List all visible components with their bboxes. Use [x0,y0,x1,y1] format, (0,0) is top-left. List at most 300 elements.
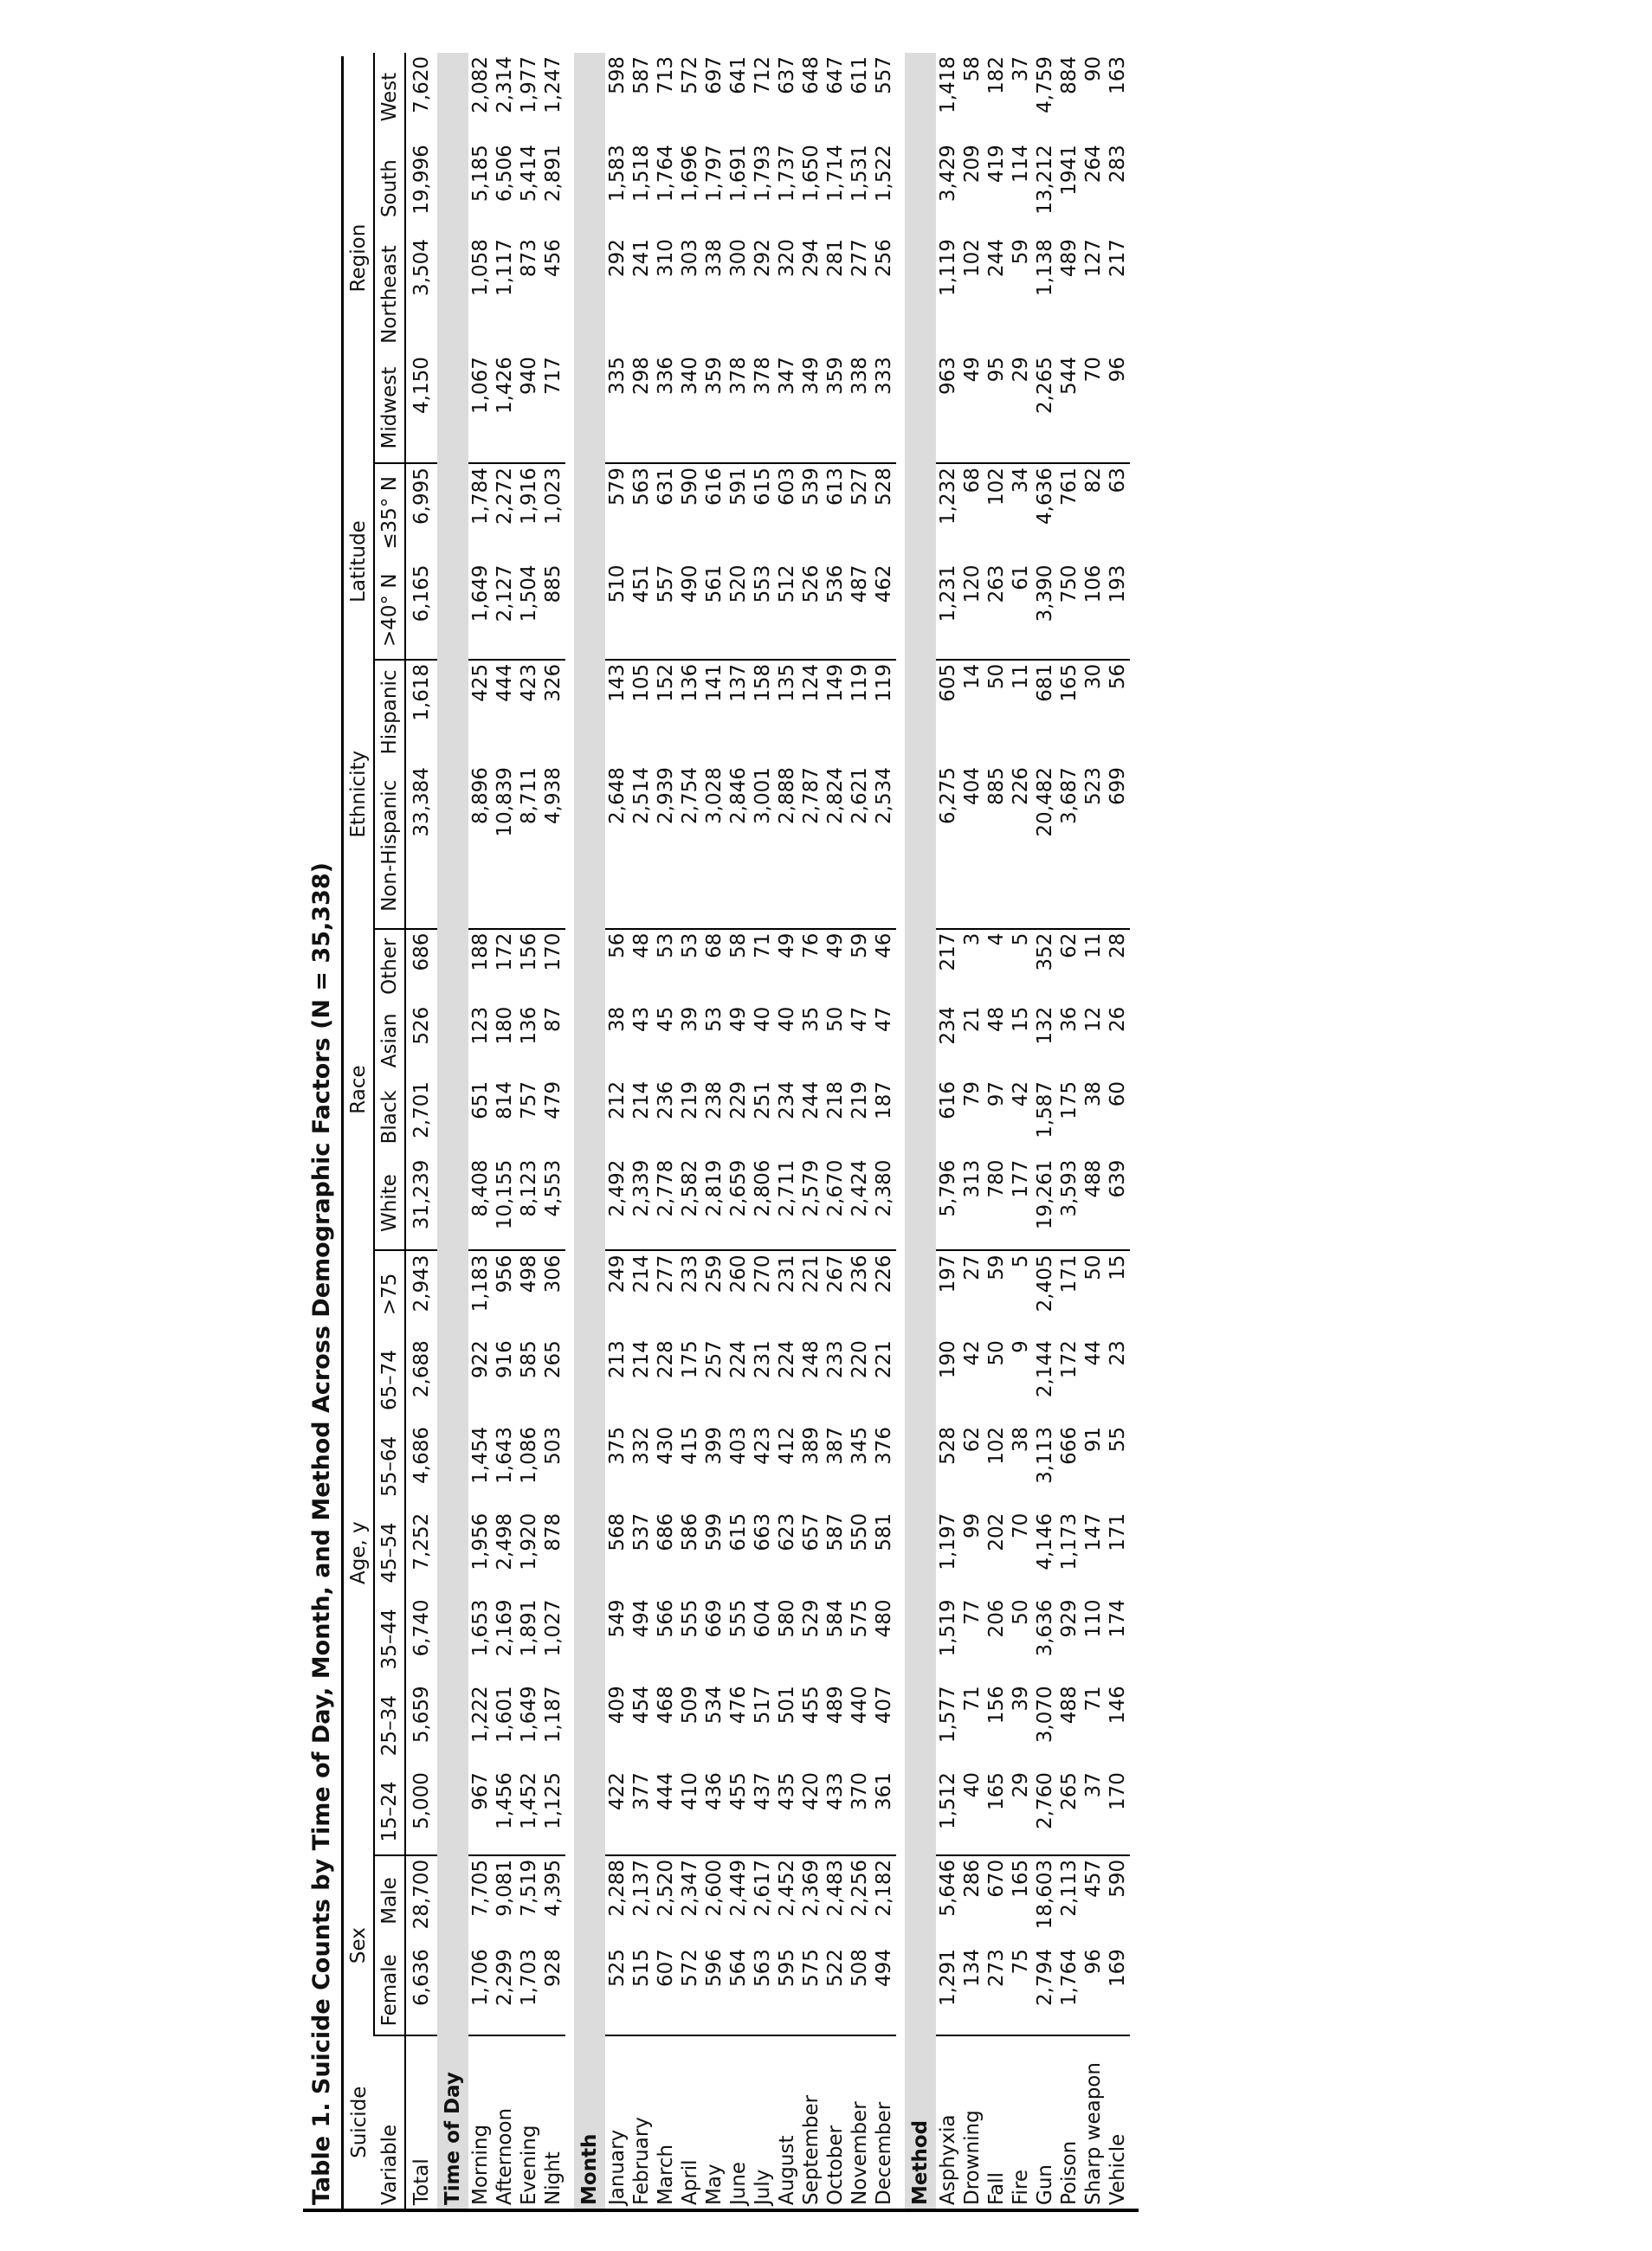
table-cell: 361 [872,1769,896,1855]
table-cell: 2,520 [655,1859,677,1917]
table-cell: 1,793 [752,145,774,203]
table-cell: 444 [654,1769,678,1855]
table-cell: 419 [985,145,1008,184]
table-row [1106,53,1130,2209]
table-cell: 338 [703,239,726,277]
row-label: October [824,2125,847,2205]
table-cell: 2,127 [493,562,517,660]
table-cell: 940 [517,353,541,463]
table-cell: 228 [655,1340,677,1379]
table-cell: 403 [727,1427,750,1465]
table-cell: 59 [985,1254,1008,1280]
table-cell: 1,764 [1057,1945,1081,2035]
table-cell: 697 [703,56,726,94]
table-cell: 615 [752,468,774,506]
table-cell: 641 [727,56,750,94]
table-cell: 1,504 [517,562,541,660]
table-cell: 669 [703,1599,726,1638]
col-header: Black [378,1090,401,1145]
table-cell: 234 [937,1006,959,1045]
table-cell: 193 [1106,562,1130,660]
table-cell: 537 [630,1512,653,1551]
table-cell: 1,512 [936,1769,960,1855]
col-header: >75 [378,1273,401,1316]
section-title: Method [905,53,936,2209]
table-cell: 5,659 [410,1686,433,1744]
table-cell: 259 [703,1254,726,1293]
table-cell: 257 [703,1340,726,1379]
row-label: Fall [985,2172,1008,2205]
table-cell: 963 [936,353,960,463]
table-cell: 43 [630,1006,653,1033]
table-cell: 566 [655,1599,677,1638]
table-cell: 267 [824,1254,847,1293]
table-cell: 1,587 [1034,1080,1056,1138]
table-cell: 681 [1034,663,1056,702]
table-cell: 6,275 [936,764,960,928]
row-label: July [752,2169,774,2205]
row-label: December [873,2101,895,2205]
table-cell: 213 [606,1340,629,1379]
table-cell: 224 [776,1340,798,1379]
table-cell: 575 [849,1599,871,1638]
table-cell: 2,760 [1033,1769,1057,1855]
table-cell: 50 [985,663,1008,690]
table-cell: 1,117 [494,239,516,296]
table-cell: 534 [703,1686,726,1725]
table-cell: 212 [606,1080,629,1119]
row-label: Asphyxia [937,2114,959,2205]
table-cell: 338 [848,353,872,463]
table-cell: 9 [1010,1340,1032,1353]
table-cell: 10,839 [493,764,517,928]
table-cell: 370 [848,1769,872,1855]
table-cell: 165 [1058,663,1081,702]
table-cell: 39 [679,1006,701,1033]
col-header: >40° N [374,562,405,660]
table-cell: 423 [752,1427,774,1465]
table-cell: 1,183 [469,1254,492,1313]
table-cell: 71 [1082,1686,1105,1712]
table-cell: 175 [1058,1080,1081,1119]
table-cell: 29 [1009,353,1033,463]
table-cell: 2,082 [469,56,492,113]
table-cell: 332 [630,1427,653,1465]
table-cell: 389 [800,1427,823,1465]
table-cell: 1,920 [518,1512,540,1571]
table-cell: 58 [961,56,984,82]
table-cell: 3,001 [751,764,775,928]
table-cell: 462 [872,562,896,660]
table-cell: 221 [800,1254,823,1293]
table-cell: 137 [727,663,750,702]
table-cell: 528 [937,1427,959,1465]
table-cell: 415 [679,1427,701,1465]
table-cell: 1,454 [469,1427,492,1484]
table-cell: 102 [985,468,1008,506]
table-cell: 171 [1107,1512,1129,1551]
table-cell: 2,256 [849,1859,871,1917]
table-cell: 378 [751,353,775,463]
table-cell: 48 [985,1006,1008,1033]
table-cell: 575 [799,1945,823,2035]
table-cell: 172 [1058,1340,1081,1379]
table-cell: 4,395 [542,1859,565,1917]
col-header: 55–64 [378,1435,401,1497]
table-cell: 12 [1082,1006,1105,1033]
column-header-row [374,53,405,2209]
table-cell: 616 [703,468,726,506]
group-race: Race [344,929,374,1251]
table-cell: 713 [655,56,677,94]
table-cell: 19,261 [1033,1157,1057,1251]
table-cell: 270 [752,1254,774,1293]
table-cell: 306 [542,1254,565,1293]
table-cell: 455 [726,1769,751,1855]
table-cell: 489 [824,1686,847,1725]
table-cell: 294 [800,239,823,277]
table-cell: 58 [727,932,750,958]
table-cell: 528 [873,468,895,506]
table-cell: 1,522 [873,145,895,203]
table-cell: 2,339 [629,1157,654,1251]
table-cell: 50 [1082,1254,1105,1280]
col-header: South [378,159,401,218]
spacer-cell [1130,53,1139,2209]
table-cell: 2,452 [776,1859,798,1917]
table-cell: 2,272 [494,468,516,525]
table-cell: 8,711 [517,764,541,928]
table-cell: 503 [542,1427,565,1465]
table-cell: 1,067 [468,353,493,463]
table-cell: 214 [630,1254,653,1293]
table-cell: 174 [1107,1599,1129,1638]
table-cell: 292 [606,239,629,277]
table-cell: 376 [873,1427,895,1465]
table-cell: 231 [776,1254,798,1293]
table-cell: 572 [678,1945,702,2035]
col-header: Northeast [378,245,401,344]
table-cell: 1,456 [493,1769,517,1855]
table-cell: 187 [873,1080,895,1119]
table-cell: 119 [849,663,871,702]
table-cell: 70 [1081,353,1106,463]
table-cell: 2,137 [630,1859,653,1917]
table-cell: 158 [752,663,774,702]
table-cell: 219 [849,1080,871,1119]
table-cell: 202 [985,1512,1008,1551]
table-cell: 182 [985,56,1008,94]
table-cell: 40 [752,1006,774,1033]
table-row [936,53,960,2209]
table-cell: 1,696 [679,145,701,203]
table-cell: 399 [703,1427,726,1465]
table-cell: 77 [961,1599,984,1625]
table-cell: 170 [1106,1769,1130,1855]
table-cell: 1,027 [542,1599,565,1657]
table-cell: 412 [776,1427,798,1465]
table-cell: 132 [1034,1006,1056,1045]
table-cell: 631 [655,468,677,506]
table-cell: 2,891 [542,145,565,203]
table-cell: 38 [1010,1427,1032,1453]
table-cell: 55 [1107,1427,1129,1453]
table-cell: 264 [1082,145,1105,184]
table-cell: 885 [541,562,565,660]
table-cell: 30 [1082,663,1105,690]
table-cell: 529 [800,1599,823,1638]
table-cell: 96 [1106,353,1130,463]
table-cell: 143 [606,663,629,702]
table-cell: 423 [518,663,540,702]
table-cell: 873 [518,239,540,277]
table-cell: 2,888 [775,764,799,928]
table-cell: 596 [702,1945,726,2035]
table-cell: 2,380 [872,1157,896,1251]
table-cell: 522 [823,1945,848,2035]
table-cell: 9,081 [494,1859,516,1917]
table-cell: 163 [1107,56,1129,94]
table-cell: 2,144 [1034,1340,1056,1398]
table-cell: 214 [630,1340,653,1379]
table-cell: 607 [654,1945,678,2035]
table-cell: 220 [849,1340,871,1379]
table-cell: 347 [775,353,799,463]
table-cell: 1,618 [410,663,433,721]
row-label: March [655,2144,677,2205]
table-cell: 2,648 [605,764,629,928]
table-cell: 557 [873,56,895,94]
table-cell: 1,231 [936,562,960,660]
group-latitude: Latitude [344,463,374,660]
table-cell: 455 [800,1686,823,1725]
table-cell: 99 [961,1512,984,1539]
table-cell: 555 [679,1599,701,1638]
table-cell: 62 [1058,932,1081,958]
table-cell: 615 [727,1512,750,1551]
table-cell: 436 [702,1769,726,1855]
table-cell: 281 [824,239,847,277]
table-cell: 1,247 [542,56,565,113]
table-cell: 2,824 [823,764,848,928]
table-cell: 3,636 [1034,1599,1056,1657]
table-cell: 613 [824,468,847,506]
table-cell: 699 [1106,764,1130,928]
col-header: 15–24 [374,1769,405,1855]
table-cell: 36 [1058,1006,1081,1033]
table-cell: 1,583 [606,145,629,203]
row-label: Night [542,2151,565,2205]
table-cell: 50 [824,1006,847,1033]
table-cell: 3,390 [1033,562,1057,660]
table-cell: 34 [1010,468,1032,493]
row-label: Total [410,2158,433,2205]
table-cell: 96 [1081,1945,1106,2035]
spacer-cell [896,53,905,2209]
table-row [541,53,565,2209]
table-cell: 517 [752,1686,774,1725]
row-label: February [630,2117,653,2205]
table-cell: 878 [542,1512,565,1551]
table-cell: 177 [1009,1157,1033,1251]
table-row [775,53,799,2209]
table-cell: 3,593 [1057,1157,1081,1251]
table-cell: 2,369 [800,1859,823,1917]
table-cell: 670 [985,1859,1008,1898]
table-cell: 4,146 [1034,1512,1056,1571]
table-cell: 410 [678,1769,702,1855]
table-cell: 26 [1107,1006,1129,1033]
table-cell: 238 [703,1080,726,1119]
table-cell: 37 [1010,56,1032,82]
table-row [872,53,896,2209]
row-label: Drowning [961,2110,984,2205]
table-cell: 454 [630,1686,653,1725]
table-cell: 62 [961,1427,984,1453]
table-cell: 46 [873,932,895,958]
table-cell: 1,291 [936,1945,960,2035]
table-cell: 171 [1058,1254,1081,1293]
table-cell: 1941 [1058,145,1081,196]
table-cell: 1,691 [727,145,750,203]
table-cell: 226 [873,1254,895,1293]
table-cell: 2,846 [726,764,751,928]
table-cell: 44 [1082,1340,1105,1366]
table-cell: 241 [630,239,653,277]
table-cell: 512 [775,562,799,660]
table-cell: 33,384 [405,764,437,928]
col-header: Midwest [374,353,405,463]
table-cell: 49 [960,353,984,463]
table-cell: 53 [703,1006,726,1033]
row-label: June [727,2161,750,2205]
table-cell: 2,182 [873,1859,895,1917]
row-label: September [800,2094,823,2205]
table-cell: 586 [679,1512,701,1551]
table-cell: 39 [1010,1686,1032,1712]
table-cell: 712 [752,56,774,94]
section-header-row [905,53,936,2209]
table-cell: 5 [1010,1254,1032,1268]
table-cell: 581 [873,1512,895,1551]
table-cell: 233 [679,1254,701,1293]
table-title: Table 1. Suicide Counts by Time of Day, Month, and Method Across Demographic Factors (N = 35,338) [303,56,344,2209]
table-cell: 2,514 [629,764,654,928]
table-cell: 206 [985,1599,1008,1638]
table-cell: 527 [849,468,871,506]
table-cell: 377 [629,1769,654,1855]
table-cell: 256 [873,239,895,277]
table-cell: 568 [606,1512,629,1551]
section-spacer [896,53,905,2209]
table-cell: 479 [542,1080,565,1119]
table-cell: 1,232 [937,468,959,525]
table-cell: 180 [494,1006,516,1045]
table-cell: 19,996 [410,145,433,215]
table-cell: 134 [960,1945,984,2035]
table-cell: 292 [752,239,774,277]
table-cell: 359 [702,353,726,463]
table-cell: 1,956 [469,1512,492,1571]
table-cell: 433 [823,1769,848,1855]
table-cell: 814 [494,1080,516,1119]
group-ethnicity: Ethnicity [344,660,374,929]
spacer-cell [565,53,574,2209]
suicide-counts-table [344,53,1139,2209]
table-cell: 300 [727,239,750,277]
table-cell: 591 [727,468,750,506]
col-header: West [378,72,401,122]
table-cell: 885 [984,764,1009,928]
table-cell: 260 [727,1254,750,1293]
table-cell: 38 [606,1006,629,1033]
table-cell: 56 [606,932,629,958]
table-cell: 564 [726,1945,751,2035]
table-cell: 263 [984,562,1009,660]
table-cell: 587 [824,1512,847,1551]
table-cell: 42 [961,1340,984,1366]
table-cell: 928 [541,1945,565,2035]
table-cell: 1,222 [469,1686,492,1744]
table-cell: 4,759 [1034,56,1056,113]
table-row [1009,53,1033,2209]
table-cell: 526 [799,562,823,660]
table-cell: 28 [1107,932,1129,958]
row-label: May [703,2164,726,2205]
table-cell: 1,764 [655,145,677,203]
table-cell: 333 [872,353,896,463]
table-cell: 2,701 [410,1080,433,1138]
table-cell: 47 [873,1006,895,1033]
table-row [493,53,517,2209]
table-cell: 2,787 [799,764,823,928]
table-cell: 1,706 [468,1945,493,2035]
table-cell: 249 [606,1254,629,1293]
table-cell: 76 [800,932,823,958]
table-cell: 440 [849,1686,871,1725]
table-cell: 2,688 [410,1340,433,1398]
table-frame [303,56,1139,2212]
table-cell: 79 [961,1080,984,1107]
col-header: White [374,1157,405,1251]
table-cell: 5,646 [937,1859,959,1917]
col-header: ≤35° N [378,476,401,550]
table-cell: 1,173 [1058,1512,1081,1571]
table-cell: 490 [678,562,702,660]
table-cell: 605 [937,663,959,702]
table-cell: 2,794 [1033,1945,1057,2035]
table-cell: 2,670 [823,1157,848,1251]
table-cell: 1,916 [518,468,540,525]
table-cell: 165 [984,1769,1009,1855]
table-cell: 105 [630,663,653,702]
table-cell: 550 [849,1512,871,1551]
table-cell: 1,703 [517,1945,541,2035]
table-cell: 59 [1010,239,1032,265]
table-cell: 345 [849,1427,871,1465]
table-cell: 1,577 [937,1686,959,1744]
col-header: Other [378,938,401,995]
table-cell: 2,265 [1033,353,1057,463]
table-cell: 603 [776,468,798,506]
table-cell: 45 [655,1006,677,1033]
table-cell: 2,534 [872,764,896,928]
table-cell: 647 [824,56,847,94]
table-cell: 686 [655,1512,677,1551]
section-spacer [565,53,574,2209]
table-cell: 277 [655,1254,677,1293]
table-cell: 563 [751,1945,775,2035]
